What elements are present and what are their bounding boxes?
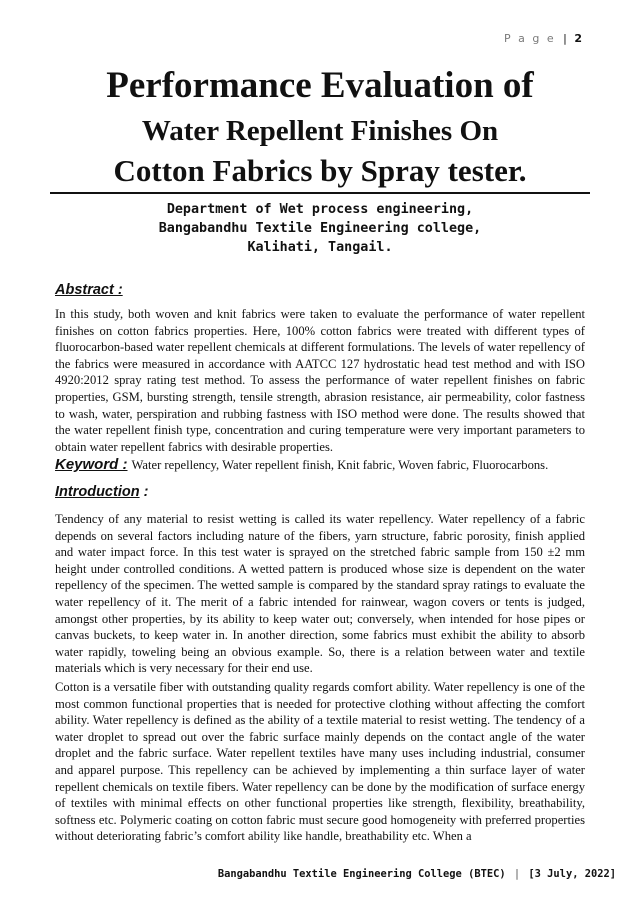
title-line-1: Performance Evaluation of — [106, 65, 534, 106]
footer-institution: Bangabandhu Textile Engineering College (BTEC) — [217, 868, 506, 880]
page-footer — [218, 868, 616, 880]
department-line-2: Bangabandhu Textile Engineering college, — [158, 221, 482, 236]
introduction-colon: : — [143, 484, 149, 500]
introduction-paragraph-2: Cotton is a versatile fiber with outstanding quality regards comfort ability. Water repellency is one of the most common functional properties that is needed for protective clothing without affecting the comfort ability. Water repellency is defined as the ability of a textile material to resist wetting. The tendency of a water droplet to spread out over the fabric surface mainly depends on the contact angle of the water droplet and the fabric surface. Water repellent textiles have many uses including industrial, consumer and apparel purpose. This repellency can be achieved by implementing a thin surface layer of water repellent chemicals on textile fibers. Water repellency can be done by the modification of surface energy of textiles with minimal effects on other functional properties like strength, flexibility, breathability, softness etc. Polymeric coating on cotton fabric must secure good homogeneity with preferred properties without deteriorating fabric’s comfort ability like handle, breathability etc. When a — [55, 680, 585, 844]
abstract-text: In this study, both woven and knit fabrics were taken to evaluate the performance of water repellent finishes on cotton fabrics properties. Here, 100% cotton fabrics were treated with different types of fluorocarbon-based water repellent chemicals at different formulations. The levels of water repellency of the fabrics were measured in accordance with AATCC 127 hydrostatic head test method and with ISO 4920:2012 spray rating test method. To assess the performance of water repellent finishes on fabric properties, GSM, bursting strength, tensile strength, abrasion resistance, air permeability, color fastness to wash, water, perspiration and rubbing fastness with ISO method were done. The results showed that the water repellent finish type, concentration and curing temperature were very important parameters to obtain water repellent fabrics with desirable properties. — [55, 307, 585, 454]
title-line-3: Cotton Fabrics by Spray tester. — [113, 153, 527, 188]
footer-separator: | — [513, 868, 521, 880]
keyword-text: Water repellency, Water repellent finish, Knit fabric, Woven fabric, Fluorocarbons. — [131, 458, 549, 472]
department-line-1: Department of Wet process engineering, — [166, 202, 474, 217]
department-line-3: Kalihati, Tangail. — [247, 240, 393, 255]
department-block — [42, 200, 598, 257]
introduction-paragraph-1: Tendency of any material to resist wetting is called its water repellency. Water repellency of a fabric depends on several factors including nature of the fibers, yarn structure, fabric porosity, finish applied and water impact force. In this test water is sprayed on the stretched fabric sample from 150 ±2 mm height under controlled conditions. A wetted pattern is produced whose size is dependent on the water repellency of the specimen. The wetted sample is compared by the standard spray ratings to evaluate the water repellency of it. The merit of a fabric intended for rainwear, wagon covers or tents is judged, amongst other properties, by its ability to keep water out; conversely, when intended for hose pipes or canvas buckets, to keep water in. In another direction, some fabrics must exhibit the ability to absorb water rapidly, toweling being an obvious example. So, there is a relation between water and textile materials which is very necessary for their end use. — [55, 512, 585, 676]
keyword-heading: Keyword : — [55, 456, 128, 473]
keyword-line — [55, 456, 595, 474]
introduction-heading: Introduction — [55, 484, 140, 500]
page-label: P a g e — [504, 32, 556, 45]
page-number-header: P a g e | 2 — [504, 32, 582, 45]
introduction-heading-row — [55, 484, 148, 500]
page-number: 2 — [574, 32, 582, 45]
document-title — [42, 64, 598, 190]
title-divider — [50, 192, 590, 194]
abstract-heading: Abstract : — [55, 282, 123, 298]
footer-date: [3 July, 2022] — [528, 868, 616, 880]
title-line-2: Water Repellent Finishes On — [141, 115, 499, 147]
